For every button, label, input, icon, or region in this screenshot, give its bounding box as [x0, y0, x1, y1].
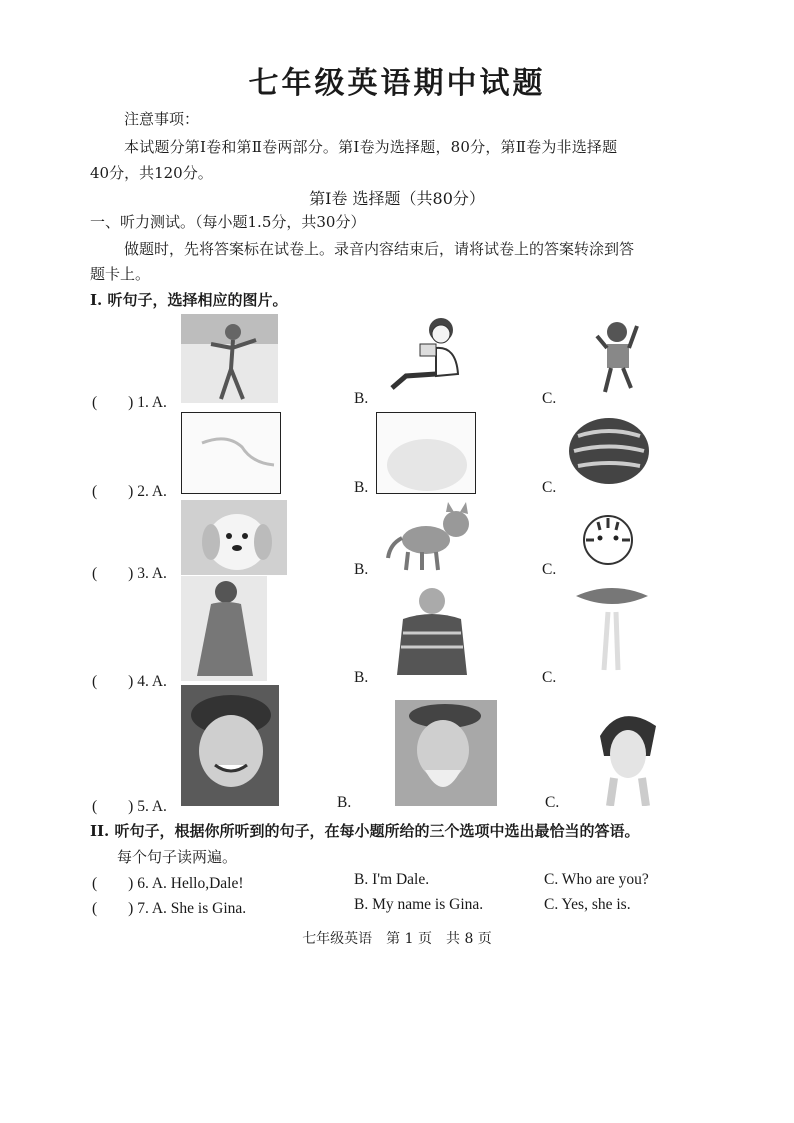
notice-line-2: 40分，共120分。 [90, 164, 213, 182]
boy-reading-icon [386, 314, 470, 394]
thin-girl-icon [568, 582, 656, 674]
faint-round-object-icon [377, 413, 475, 493]
q2-option-b-image [376, 412, 476, 494]
q5-option-a-image [181, 685, 279, 806]
old-woman-photo-icon [181, 685, 279, 806]
exam-title: 七年级英语期中试题 [248, 66, 546, 101]
q6-option-a: ( ) 6. A. Hello,Dale! [92, 875, 244, 892]
q3-number: ( ) 3. A. [92, 565, 167, 582]
q5-option-c-label: C. [545, 794, 560, 811]
section1-heading: 一、听力测试。（每小题1.5分，共30分） [90, 213, 366, 231]
q7-option-a: ( ) 7. A. She is Gina. [92, 900, 247, 917]
q2-number: ( ) 2. A. [92, 483, 167, 500]
q1-option-a-image [181, 314, 278, 403]
young-woman-photo-icon [590, 706, 664, 806]
section1-instruction-2: 题卡上。 [90, 265, 151, 283]
faint-sketch-icon [182, 413, 280, 493]
old-man-photo-icon [395, 700, 497, 806]
q3-option-a-image [181, 500, 287, 575]
kitten-icon [386, 498, 472, 572]
q5-option-c-image [590, 706, 664, 806]
q3-option-c-image [578, 508, 638, 568]
q1-number: ( ) 1. A. [92, 394, 167, 411]
q6-option-b: B. I'm Dale. [354, 871, 430, 888]
plump-woman-photo-icon [181, 576, 267, 681]
tiger-icon [578, 508, 638, 568]
q5-option-b-image [395, 700, 497, 806]
partI-heading: I. 听句子，选择相应的图片。 [90, 291, 288, 309]
q2-option-c-label: C. [542, 479, 557, 496]
page-footer: 七年级英语 第 1 页 共 8 页 [302, 931, 492, 947]
q4-option-c-label: C. [542, 669, 557, 686]
q2-option-c-image [568, 416, 650, 486]
q1-option-b-image [386, 314, 470, 394]
partII-heading-2: 每个句子读两遍。 [117, 848, 238, 866]
partII-heading-1: II. 听句子，根据你所听到的句子，在每小题所给的三个选项中选出最恰当的答语。 [90, 822, 640, 840]
notice-line-1: 本试题分第Ⅰ卷和第Ⅱ卷两部分。第Ⅰ卷为选择题，80分，第Ⅱ卷为非选择题 [124, 138, 618, 156]
q3-option-c-label: C. [542, 561, 557, 578]
part1-heading: 第Ⅰ卷 选择题（共80分） [309, 189, 485, 208]
dancing-girl-photo-icon [181, 314, 278, 403]
puppy-photo-icon [181, 500, 287, 575]
q3-option-b-label: B. [354, 561, 369, 578]
fat-man-photo-icon [389, 583, 475, 680]
notice-heading: 注意事项： [124, 110, 200, 128]
q1-option-c-image [593, 314, 641, 398]
q1-option-c-label: C. [542, 390, 557, 407]
q1-option-b-label: B. [354, 390, 369, 407]
q5-number: ( ) 5. A. [92, 798, 167, 815]
q4-option-a-image [181, 576, 267, 681]
q4-number: ( ) 4. A. [92, 673, 167, 690]
q2-option-a-image [181, 412, 281, 494]
q4-option-c-image [568, 582, 656, 674]
section1-instruction-1: 做题时，先将答案标在试卷上。录音内容结束后，请将试卷上的答案转涂到答 [124, 240, 635, 258]
q3-option-b-image [386, 498, 472, 572]
q5-option-b-label: B. [337, 794, 352, 811]
q2-option-b-label: B. [354, 479, 369, 496]
q7-option-c: C. Yes, she is. [544, 896, 631, 913]
q6-option-c: C. Who are you? [544, 871, 649, 888]
boy-jumping-icon [593, 314, 641, 398]
watermelon-icon [568, 416, 650, 486]
q4-option-b-label: B. [354, 669, 369, 686]
q4-option-b-image [389, 583, 475, 680]
q7-option-b: B. My name is Gina. [354, 896, 484, 913]
